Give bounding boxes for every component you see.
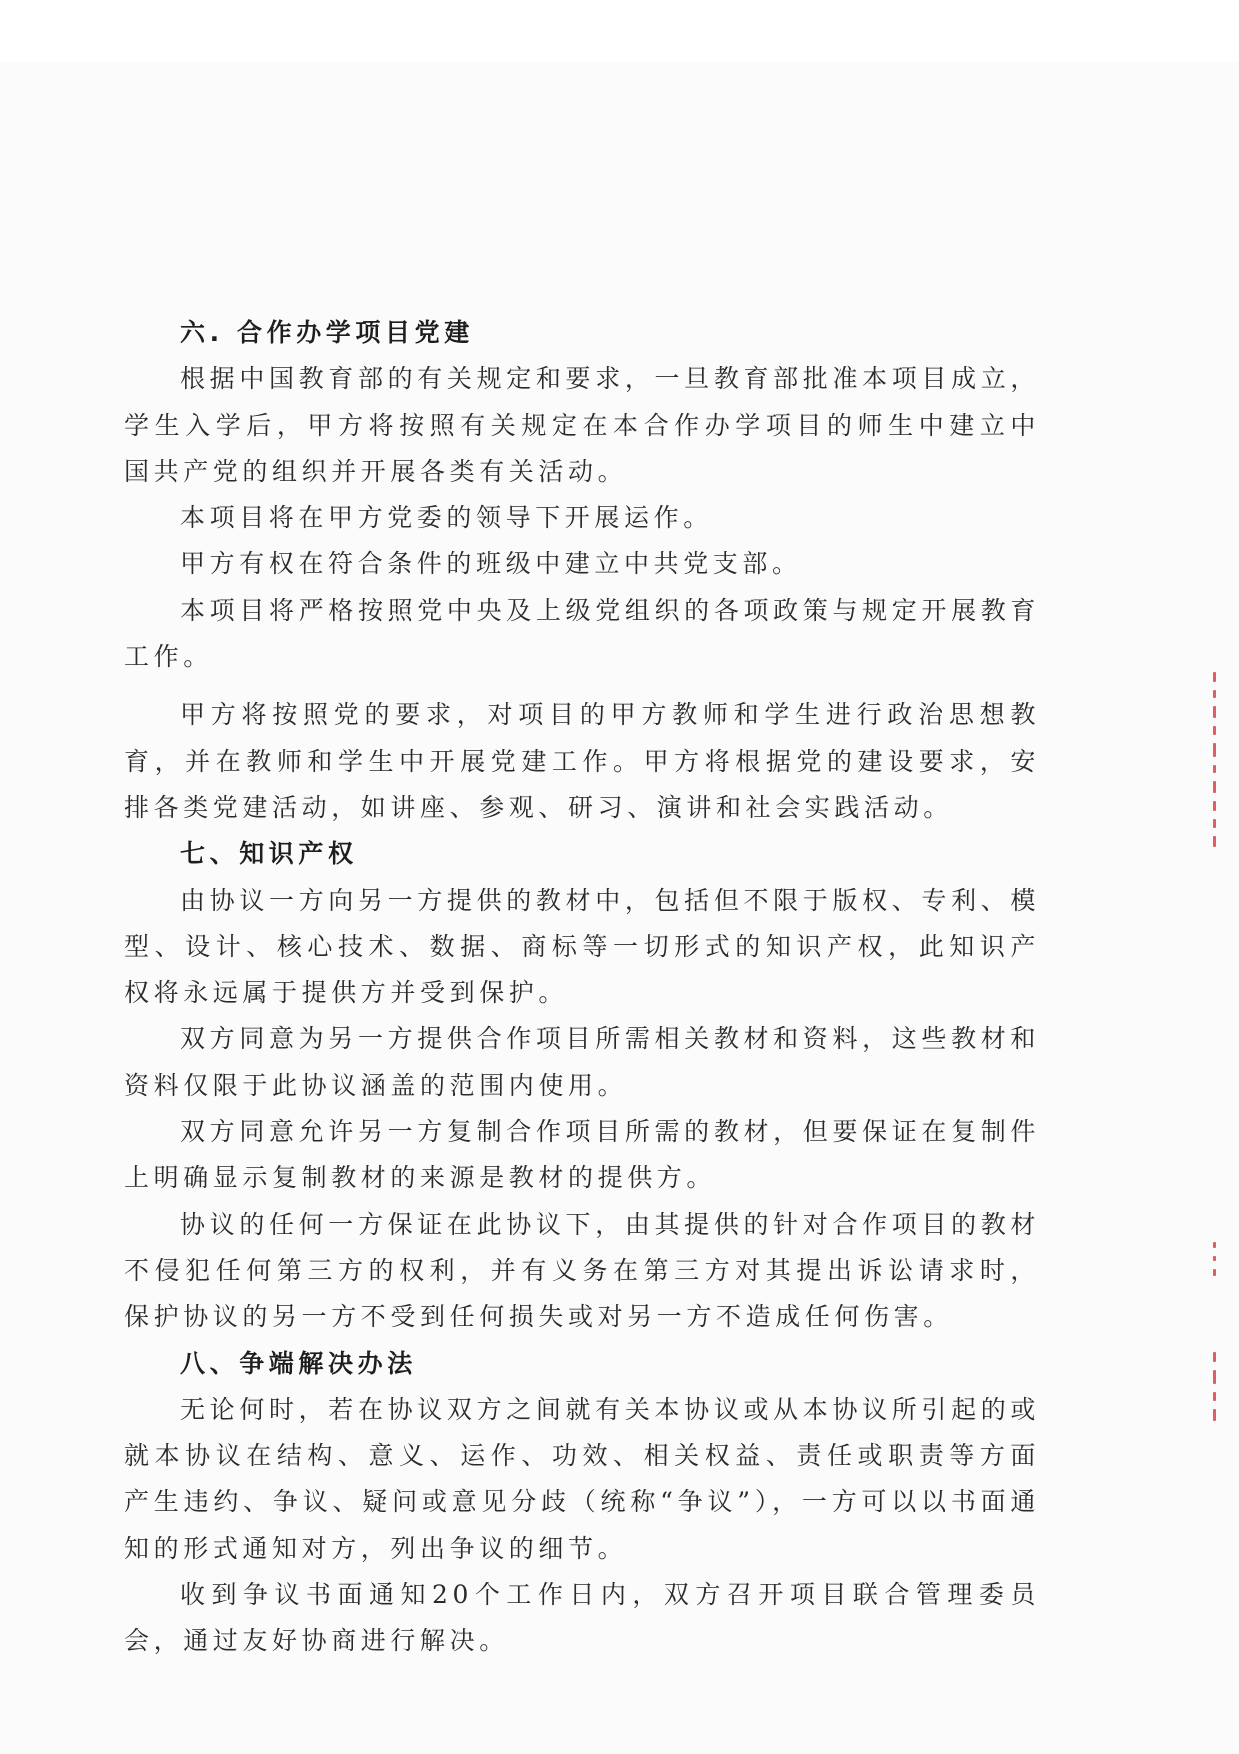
paragraph: 由协议一方向另一方提供的教材中，包括但不限于版权、专利、模型、设计、核心技术、数据、商标等一切形式的知识产权，此知识产权将永远属于提供方并受到保护。	[124, 885, 1040, 1008]
seal-edge-mark-middle	[1209, 1242, 1219, 1284]
paragraph: 双方同意为另一方提供合作项目所需相关教材和资料，这些教材和资料仅限于此协议涵盖的范围内使用。	[124, 1024, 1040, 1100]
paragraph: 甲方有权在符合条件的班级中建立中共党支部。	[180, 549, 802, 579]
paragraph: 甲方将按照党的要求，对项目的甲方教师和学生进行政治思想教育，并在教师和学生中开展党建工作。甲方将根据党的建设要求，安排各类党建活动，如讲座、参观、研习、演讲和社会实践活动。	[124, 700, 1040, 822]
paragraph: 无论何时，若在协议双方之间就有关本协议或从本协议所引起的或就本协议在结构、意义、运作、功效、相关权益、责任或职责等方面产生违约、争议、疑问或意见分歧（统称“争议”），一方可以以书面通知的形式通知对方，列出争议的细节。	[124, 1394, 1040, 1563]
paragraph: 收到争议书面通知20个工作日内，双方召开项目联合管理委员会，通过友好协商进行解决。	[124, 1580, 1040, 1656]
document-body	[124, 310, 1040, 1665]
seal-edge-mark-lower	[1209, 1352, 1219, 1429]
paragraph: 根据中国教育部的有关规定和要求，一旦教育部批准本项目成立，学生入学后，甲方将按照有关规定在本合作办学项目的师生中建立中国共产党的组织并开展各类有关活动。	[124, 364, 1040, 486]
document-page	[0, 62, 1239, 1754]
paragraph: 双方同意允许另一方复制合作项目所需的教材，但要保证在复制件上明确显示复制教材的来源是教材的提供方。	[124, 1117, 1040, 1193]
paragraph: 本项目将在甲方党委的领导下开展运作。	[180, 503, 713, 533]
paragraph: 本项目将严格按照党中央及上级党组织的各项政策与规定开展教育工作。	[124, 595, 1040, 672]
paragraph: 协议的任何一方保证在此协议下，由其提供的针对合作项目的教材不侵犯任何第三方的权利，并有义务在第三方对其提出诉讼请求时，保护协议的另一方不受到任何损失或对另一方不造成任何伤害。	[124, 1209, 1040, 1332]
top-margin	[0, 0, 1239, 62]
section-heading-dispute-resolution: 八、争端解决办法	[180, 1348, 417, 1378]
seal-edge-mark-upper	[1209, 672, 1219, 855]
section-heading-intellectual-property: 七、知识产权	[180, 839, 358, 869]
section-heading-party-building: 六. 合作办学项目党建	[180, 318, 474, 347]
